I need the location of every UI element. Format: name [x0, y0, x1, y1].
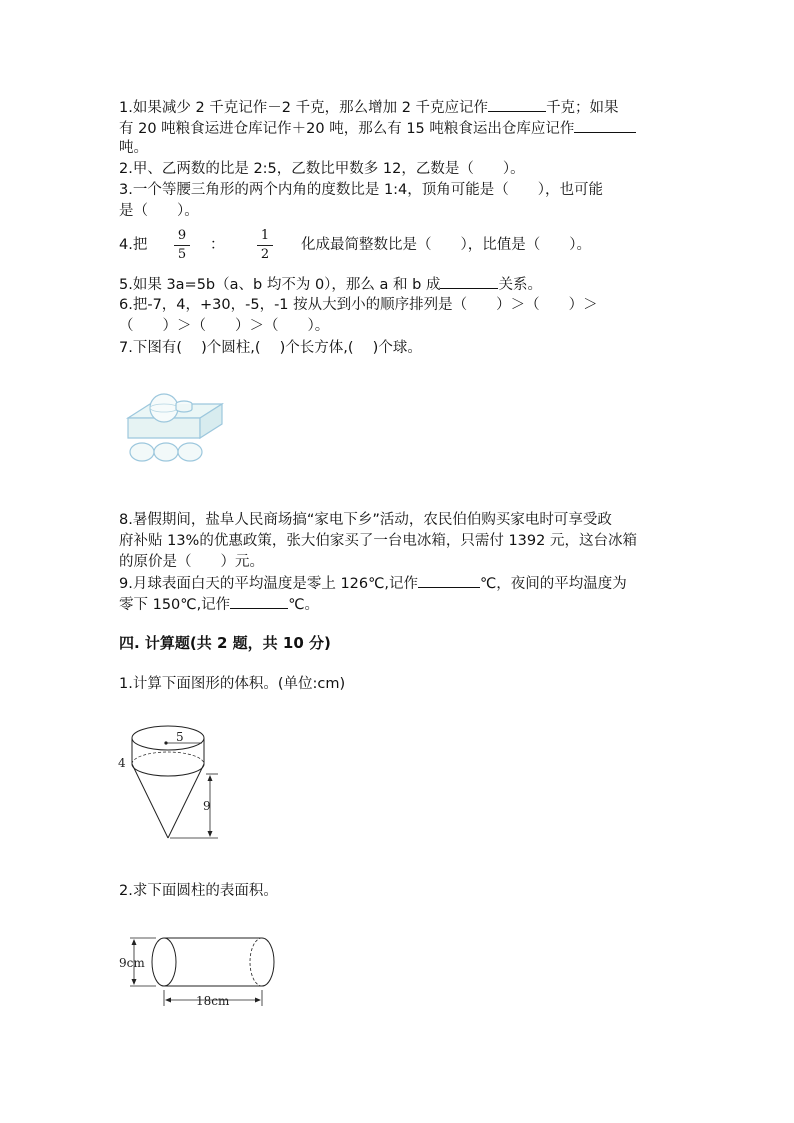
radius-label: 5 [176, 730, 184, 744]
question-8-line-3: 的原价是（ ）元。 [119, 554, 264, 570]
q9-answer-blank-1[interactable] [418, 573, 480, 588]
question-5 [119, 274, 542, 295]
calc-1-prompt: 1.计算下面图形的体积。(单位:cm) [119, 676, 346, 692]
section-4-heading: 四. 计算题(共 2 题，共 10 分) [119, 634, 331, 652]
fraction-1-numerator: 9 [177, 228, 187, 243]
question-6-line-2: （ ）＞（ ）＞（ ）。 [119, 318, 330, 334]
cylinder-height-label: 4 [118, 756, 126, 770]
question-4-prefix: 4.把 [119, 237, 148, 253]
question-8-line-1: 8.暑假期间，盐阜人民商场搞“家电下乡”活动，农民伯伯购买家电时可享受政 [119, 512, 612, 528]
fraction-2-numerator: 1 [260, 228, 270, 243]
question-1-line-2 [119, 118, 636, 139]
q5-text-b: 关系。 [498, 277, 542, 293]
question-7: 7.下图有( )个圆柱,( )个长方体,( )个球。 [119, 340, 422, 356]
question-9-line-1 [119, 573, 627, 594]
question-4-suffix: 化成最简整数比是（ ），比值是（ ）。 [301, 237, 591, 253]
question-1-line-3: 吨。 [119, 140, 148, 156]
fraction-9-5 [174, 228, 190, 263]
fraction-1-denominator: 5 [177, 247, 187, 262]
q1-answer-blank-1[interactable] [488, 97, 546, 112]
diameter-label: 9cm [119, 956, 145, 970]
q1-text-c: 有 20 吨粮食运进仓库记作＋20 吨，那么有 15 吨粮食运出仓库应记作 [119, 121, 575, 137]
question-8-line-2: 府补贴 13%的优惠政策，张大伯家买了一台电冰箱，只需付 1392 元，这台冰箱 [119, 533, 637, 549]
question-1-line-1 [119, 97, 619, 118]
length-label: 18cm [196, 994, 230, 1008]
q5-text-a: 5.如果 3a=5b（a、b 均不为 0），那么 a 和 b 成 [119, 277, 441, 293]
shapes-illustration [122, 388, 230, 468]
q1-text-a: 1.如果减少 2 千克记作－2 千克，那么增加 2 千克应记作 [119, 100, 489, 116]
question-3-line-2: 是（ ）。 [119, 203, 199, 219]
q1-text-b: 千克；如果 [546, 100, 619, 116]
q1-answer-blank-2[interactable] [574, 118, 636, 133]
question-6-line-1: 6.把-7，4，+30，-5，-1 按从大到小的顺序排列是（ ）＞（ ）＞ [119, 297, 598, 313]
q9-text-b: ℃，夜间的平均温度为 [480, 576, 627, 592]
fraction-1-2 [257, 228, 273, 263]
q9-answer-blank-2[interactable] [230, 594, 288, 609]
fraction-2-denominator: 2 [260, 247, 270, 262]
question-9-line-2 [119, 594, 319, 615]
question-2: 2.甲、乙两数的比是 2:5，乙数比甲数多 12，乙数是（ ）。 [119, 161, 525, 177]
cylinder-figure [118, 930, 280, 1012]
calc-2-prompt: 2.求下面圆柱的表面积。 [119, 883, 278, 899]
question-4-colon: ： [210, 237, 225, 253]
q9-text-c: 零下 150℃,记作 [119, 597, 231, 613]
cylinder-cone-figure [118, 722, 228, 844]
q5-answer-blank[interactable] [440, 274, 498, 289]
q9-text-a: 9.月球表面白天的平均温度是零上 126℃,记作 [119, 576, 419, 592]
cone-height-label: 9 [203, 799, 211, 813]
q9-text-d: ℃。 [288, 597, 319, 613]
question-3-line-1: 3.一个等腰三角形的两个内角的度数比是 1:4，顶角可能是（ ），也可能 [119, 182, 604, 198]
